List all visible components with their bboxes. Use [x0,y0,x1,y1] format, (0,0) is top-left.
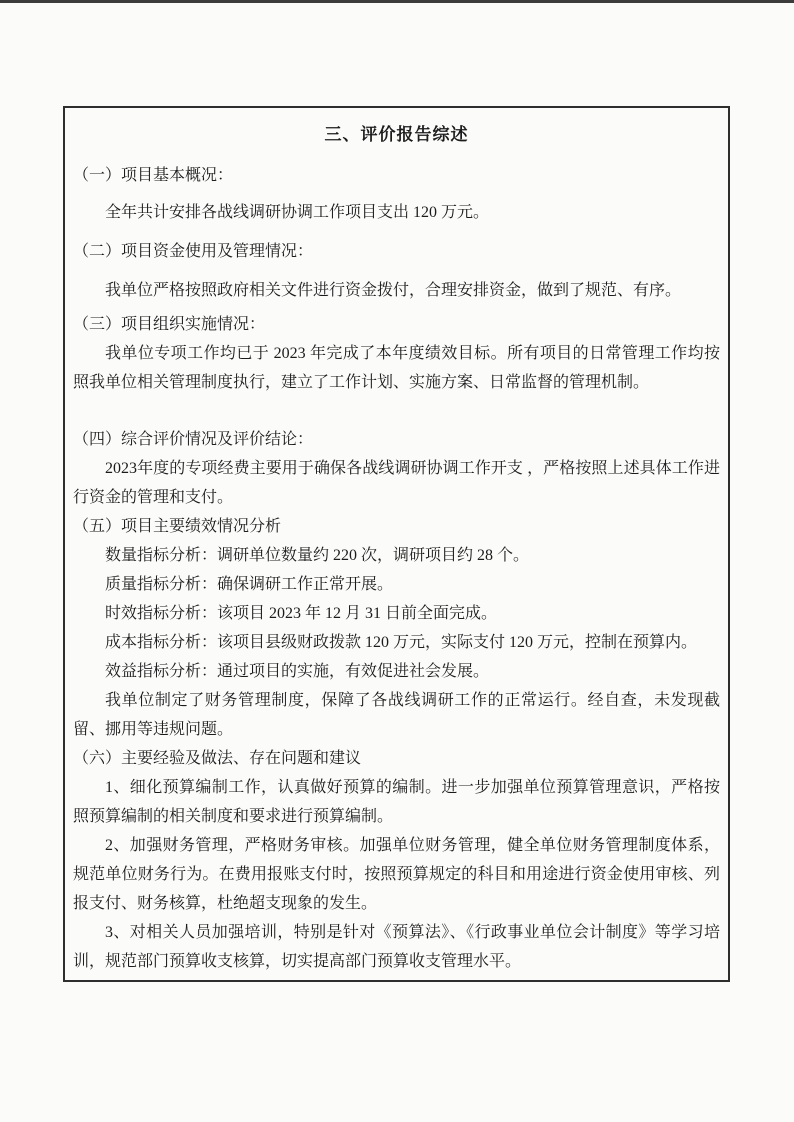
body-paragraph: 质量指标分析：确保调研工作正常开展。 [105,576,394,593]
body-paragraph: 我单位专项工作均已于 2023 年完成了本年度绩效目标。所有项目的日常管理工作均按照我单位相关管理制度执行，建立了工作计划、实施方案、日常监督的管理机制。 [73,345,720,391]
body-paragraph: 3、对相关人员加强培训，特别是针对《预算法》、《行政事业单位会计制度》等学习培训，规范部门预算收支核算，切实提高部门预算收支管理水平。 [73,924,720,970]
body-paragraph: 2023年度的专项经费主要用于确保各战线调研协调工作开支 ，严格按照上述具体工作进行资金的管理和支付。 [73,460,720,506]
body-paragraph: 成本指标分析：该项目县级财政拨款 120 万元，实际支付 120 万元，控制在预算内。 [105,634,698,651]
body-paragraph: 全年共计安排各战线调研协调工作项目支出 120 万元。 [105,204,490,221]
body-paragraph: 时效指标分析：该项目 2023 年 12 月 31 日前全面完成。 [105,605,498,622]
report-border-box [63,106,730,982]
body-paragraph: 2、加强财务管理，严格财务审核。加强单位财务管理，健全单位财务管理制度体系，规范单位财务行为。在费用报账支付时，按照预算规定的科目和用途进行资金使用审核、列报支付、财务核算，杜绝超支现象的发生。 [73,837,720,912]
report-body [73,161,720,976]
body-paragraph: 数量指标分析：调研单位数量约 220 次，调研项目约 28 个。 [105,547,530,564]
section-heading: （一）项目基本概况： [73,167,234,184]
body-paragraph: 效益指标分析：通过项目的实施，有效促进社会发展。 [105,663,490,680]
body-paragraph: 我单位严格按照政府相关文件进行资金拨付，合理安排资金，做到了规范、有序。 [105,282,682,299]
section-heading: （二）项目资金使用及管理情况： [73,243,314,260]
report-title: 三、评价报告综述 [324,125,469,144]
section-heading: （四）综合评价情况及评价结论： [73,431,314,448]
body-paragraph: 我单位制定了财务管理制度，保障了各战线调研工作的正常运行。经自查，未发现截留、挪用等违规问题。 [73,692,720,738]
section-heading: （五）项目主要绩效情况分析 [73,518,282,535]
section-heading: （六）主要经验及做法、存在问题和建议 [73,750,362,767]
scan-edge-artifact [0,0,794,3]
body-paragraph: 1、细化预算编制工作，认真做好预算的编制。进一步加强单位预算管理意识，严格按照预算编制的相关制度和要求进行预算编制。 [73,779,720,825]
section-heading: （三）项目组织实施情况： [73,316,266,333]
